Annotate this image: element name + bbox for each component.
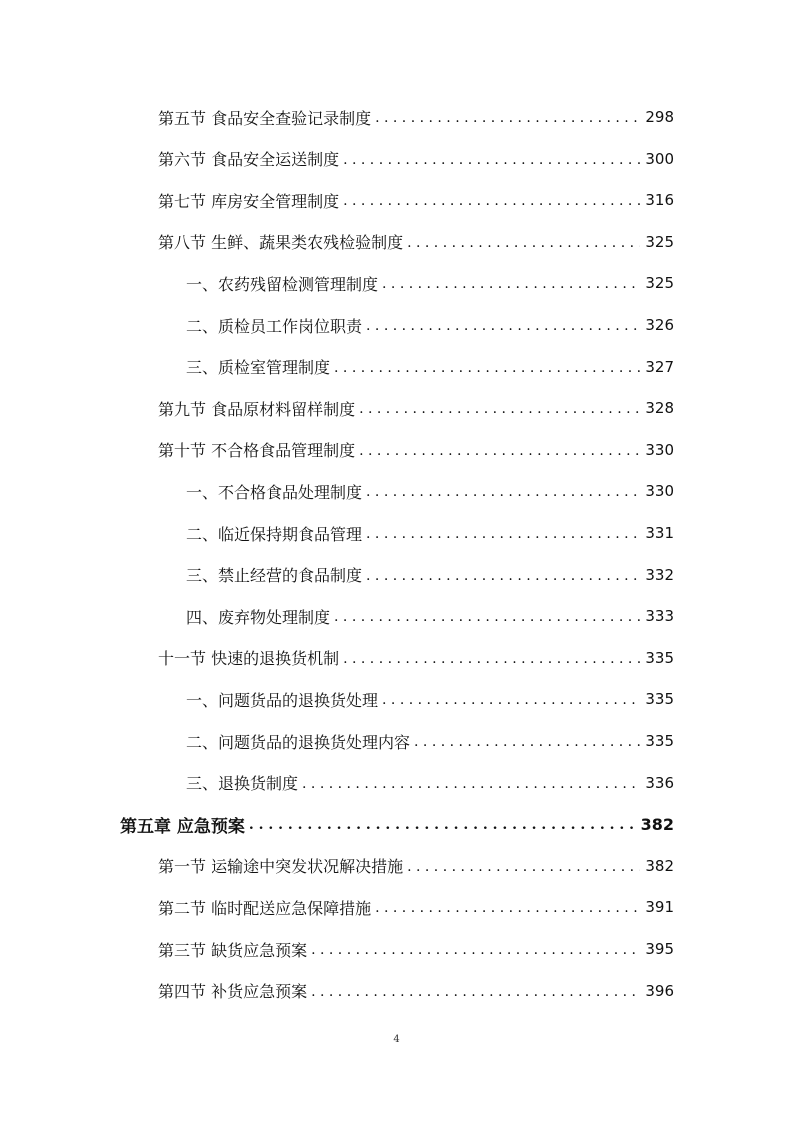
toc-entry-page: 330: [645, 440, 674, 459]
toc-entry-label: 四、废弃物处理制度: [186, 607, 331, 627]
toc-entry-label: 十一节 快速的退换货机制: [158, 649, 340, 669]
toc-entry-page: 331: [645, 524, 674, 542]
dot-leader: [414, 732, 640, 750]
toc-entry-page: 316: [645, 191, 674, 210]
toc-entry-label: 第八节 生鲜、蔬果类农残检验制度: [158, 233, 404, 253]
toc-item-entry[interactable]: [186, 310, 674, 340]
dot-leader: [407, 857, 640, 875]
dot-leader: [407, 233, 640, 251]
toc-entry-label: 第五章 应急预案: [120, 816, 245, 837]
dot-leader: [359, 399, 640, 417]
dot-leader: [334, 607, 640, 625]
toc-item-entry[interactable]: [186, 268, 674, 298]
dot-leader: [366, 316, 640, 334]
toc-entry-label: 二、问题货品的退换货处理内容: [186, 732, 411, 752]
dot-leader: [359, 441, 640, 459]
dot-leader: [366, 566, 640, 584]
toc-entry-label: 二、临近保持期食品管理: [186, 524, 363, 544]
toc-entry-page: 332: [645, 565, 674, 584]
toc-item-entry[interactable]: [186, 560, 674, 590]
toc-entry-page: 382: [645, 856, 674, 875]
toc-entry-page: 327: [645, 357, 674, 376]
dot-leader: [334, 358, 640, 376]
toc-entry-label: 第二节 临时配送应急保障措施: [158, 898, 372, 918]
toc-item-entry[interactable]: [186, 476, 674, 506]
toc-section-entry[interactable]: [158, 185, 674, 215]
toc-section-entry[interactable]: [158, 227, 674, 257]
dot-leader: [302, 774, 640, 792]
toc-entry-label: 第十节 不合格食品管理制度: [158, 441, 356, 461]
dot-leader: [375, 898, 640, 916]
toc-entry-label: 第四节 补货应急预案: [158, 982, 308, 1002]
toc-entry-label: 一、农药残留检测管理制度: [186, 274, 379, 294]
toc-entry-label: 三、退换货制度: [186, 774, 299, 794]
dot-leader: [375, 108, 640, 126]
toc-section-entry[interactable]: [158, 934, 674, 964]
toc-entry-page: 391: [645, 898, 674, 917]
toc-entry-page: 335: [645, 690, 674, 709]
dot-leader: [343, 150, 640, 168]
toc-entry-page: 325: [645, 232, 674, 251]
toc-entry-page: 330: [645, 482, 674, 501]
toc-chapter-entry[interactable]: [120, 809, 674, 839]
toc-entry-label: 三、质检室管理制度: [186, 358, 331, 378]
dot-leader: [382, 690, 640, 708]
toc-entry-page: 333: [645, 607, 674, 626]
dot-leader: [382, 274, 640, 292]
page-number: 4: [393, 1034, 400, 1045]
toc-item-entry[interactable]: [186, 601, 674, 631]
toc-entry-label: 第一节 运输途中突发状况解决措施: [158, 857, 404, 877]
toc-section-entry[interactable]: [158, 892, 674, 922]
toc-item-entry[interactable]: [186, 726, 674, 756]
toc-entry-label: 第五节 食品安全查验记录制度: [158, 108, 372, 128]
toc-entry-page: 336: [645, 773, 674, 792]
toc-entry-label: 第三节 缺货应急预案: [158, 940, 308, 960]
toc-entry-page: 325: [645, 274, 674, 293]
toc-section-entry[interactable]: [158, 102, 674, 132]
dot-leader: [366, 482, 640, 500]
toc-item-entry[interactable]: [186, 768, 674, 798]
toc-item-entry[interactable]: [186, 352, 674, 382]
toc-entry-label: 第六节 食品安全运送制度: [158, 150, 340, 170]
toc-entry-page: 382: [640, 814, 674, 834]
toc-section-entry[interactable]: [158, 851, 674, 881]
toc-section-entry[interactable]: [158, 435, 674, 465]
dot-leader: [343, 191, 640, 209]
toc-item-entry[interactable]: [186, 684, 674, 714]
toc-entry-page: 395: [645, 940, 674, 958]
toc-section-entry[interactable]: [158, 144, 674, 174]
toc-entry-label: 二、质检员工作岗位职责: [186, 316, 363, 336]
toc-entry-page: 300: [645, 149, 674, 168]
toc-entry-page: 328: [645, 399, 674, 418]
toc-entry-page: 298: [645, 108, 674, 126]
toc-entry-label: 一、问题货品的退换货处理: [186, 690, 379, 710]
dot-leader: [249, 815, 637, 833]
toc-section-entry[interactable]: [158, 976, 674, 1006]
dot-leader: [311, 940, 640, 958]
toc-item-entry[interactable]: [186, 518, 674, 548]
toc-entry-label: 第九节 食品原材料留样制度: [158, 399, 356, 419]
dot-leader: [311, 982, 640, 1000]
toc-entry-label: 第七节 库房安全管理制度: [158, 191, 340, 211]
toc-entry-label: 一、不合格食品处理制度: [186, 482, 363, 502]
toc-section-entry[interactable]: [158, 643, 674, 673]
toc-section-entry[interactable]: [158, 393, 674, 423]
toc-entry-page: 335: [645, 732, 674, 750]
toc-entry-page: 335: [645, 648, 674, 667]
toc-entry-page: 326: [645, 316, 674, 334]
toc-entry-page: 396: [645, 981, 674, 1000]
dot-leader: [366, 524, 640, 542]
dot-leader: [343, 649, 640, 667]
toc-entry-label: 三、禁止经营的食品制度: [186, 566, 363, 586]
